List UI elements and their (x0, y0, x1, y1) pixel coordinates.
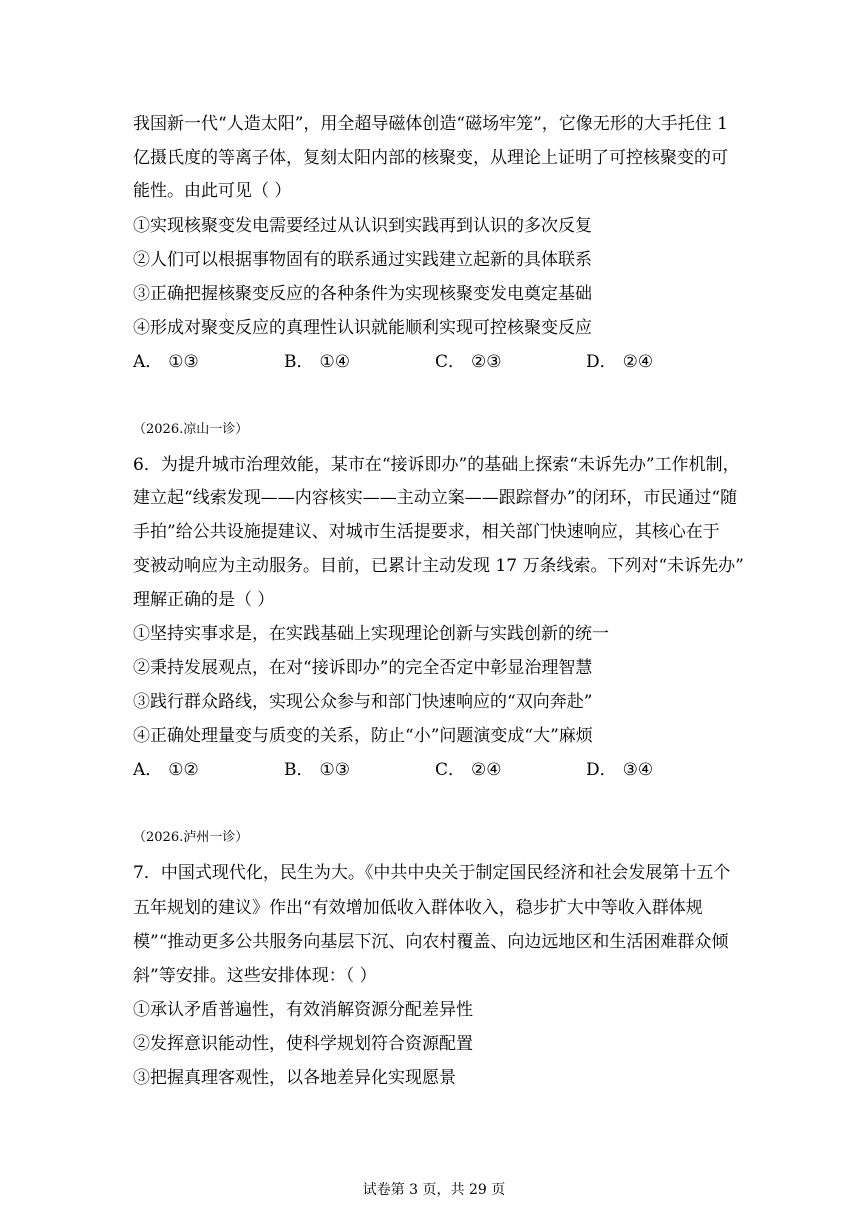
option-b: B． ①④ (284, 352, 350, 372)
stem-line: 模”“推动更多公共服务向基层下沉、向农村覆盖、向边远地区和生活困难群众倾 (133, 932, 729, 952)
stem-line: 手拍”给公共设施提建议、对城市生活提要求，相关部门快速响应，其核心在于 (133, 522, 720, 542)
stem-line: 我国新一代“人造太阳”，用全超导磁体创造“磁场牢笼”，它像无形的大手托住 1 (133, 114, 728, 134)
question-source: （2026.凉山一诊） (133, 422, 249, 437)
option-a: A． ①② (133, 760, 199, 780)
statement: ③践行群众路线，实现公众参与和部门快速响应的“双向奔赴” (133, 692, 593, 712)
options-row (133, 352, 733, 372)
statement: ①坚持实事求是，在实践基础上实现理论创新与实践创新的统一 (133, 624, 609, 644)
stem-line: 斜”等安排。这些安排体现：（ ） (133, 966, 377, 986)
stem-line: 6．为提升城市治理效能，某市在“接诉即办”的基础上探索“未诉先办”工作机制， (133, 455, 740, 475)
option-d: D． ③④ (586, 760, 654, 780)
option-b: B． ①③ (284, 760, 350, 780)
stem-line: 理解正确的是（ ） (133, 590, 275, 610)
statement: ①承认矛盾普遍性，有效消解资源分配差异性 (133, 1000, 473, 1020)
question-source: （2026.泸州一诊） (133, 830, 249, 845)
statement: ②发挥意识能动性，使科学规划符合资源配置 (133, 1034, 473, 1054)
statement: ①实现核聚变发电需要经过从认识到实践再到认识的多次反复 (133, 216, 592, 236)
stem-line: 五年规划的建议》作出“有效增加低收入群体收入，稳步扩大中等收入群体规 (133, 898, 703, 918)
options-row (133, 760, 733, 780)
option-d: D． ②④ (586, 352, 654, 372)
stem-line: 建立起“线索发现——内容核实——主动立案——跟踪督办”的闭环，市民通过“随 (133, 488, 738, 508)
stem-line: 亿摄氏度的等离子体，复刻太阳内部的核聚变，从理论上证明了可控核聚变的可 (133, 148, 728, 168)
stem-line: 变被动响应为主动服务。目前，已累计主动发现 17 万条线索。下列对“未诉先办” (133, 556, 744, 576)
option-a: A． ①③ (133, 352, 199, 372)
stem-line: 7．中国式现代化，民生为大。《中共中央关于制定国民经济和社会发展第十五个 (133, 863, 731, 883)
page-footer: 试卷第 3 页，共 29 页 (362, 1182, 506, 1198)
stem-line: 能性。由此可见（ ） (133, 181, 292, 201)
option-c: C． ②④ (435, 760, 502, 780)
statement: ③正确把握核聚变反应的各种条件为实现核聚变发电奠定基础 (133, 284, 592, 304)
statement: ②秉持发展观点，在对“接诉即办”的完全否定中彰显治理智慧 (133, 658, 593, 678)
statement: ③把握真理客观性，以各地差异化实现愿景 (133, 1068, 456, 1088)
statement: ④形成对聚变反应的真理性认识就能顺利实现可控核聚变反应 (133, 318, 592, 338)
option-c: C． ②③ (435, 352, 502, 372)
statement: ②人们可以根据事物固有的联系通过实践建立起新的具体联系 (133, 250, 592, 270)
statement: ④正确处理量变与质变的关系，防止“小”问题演变成“大”麻烦 (133, 726, 593, 746)
